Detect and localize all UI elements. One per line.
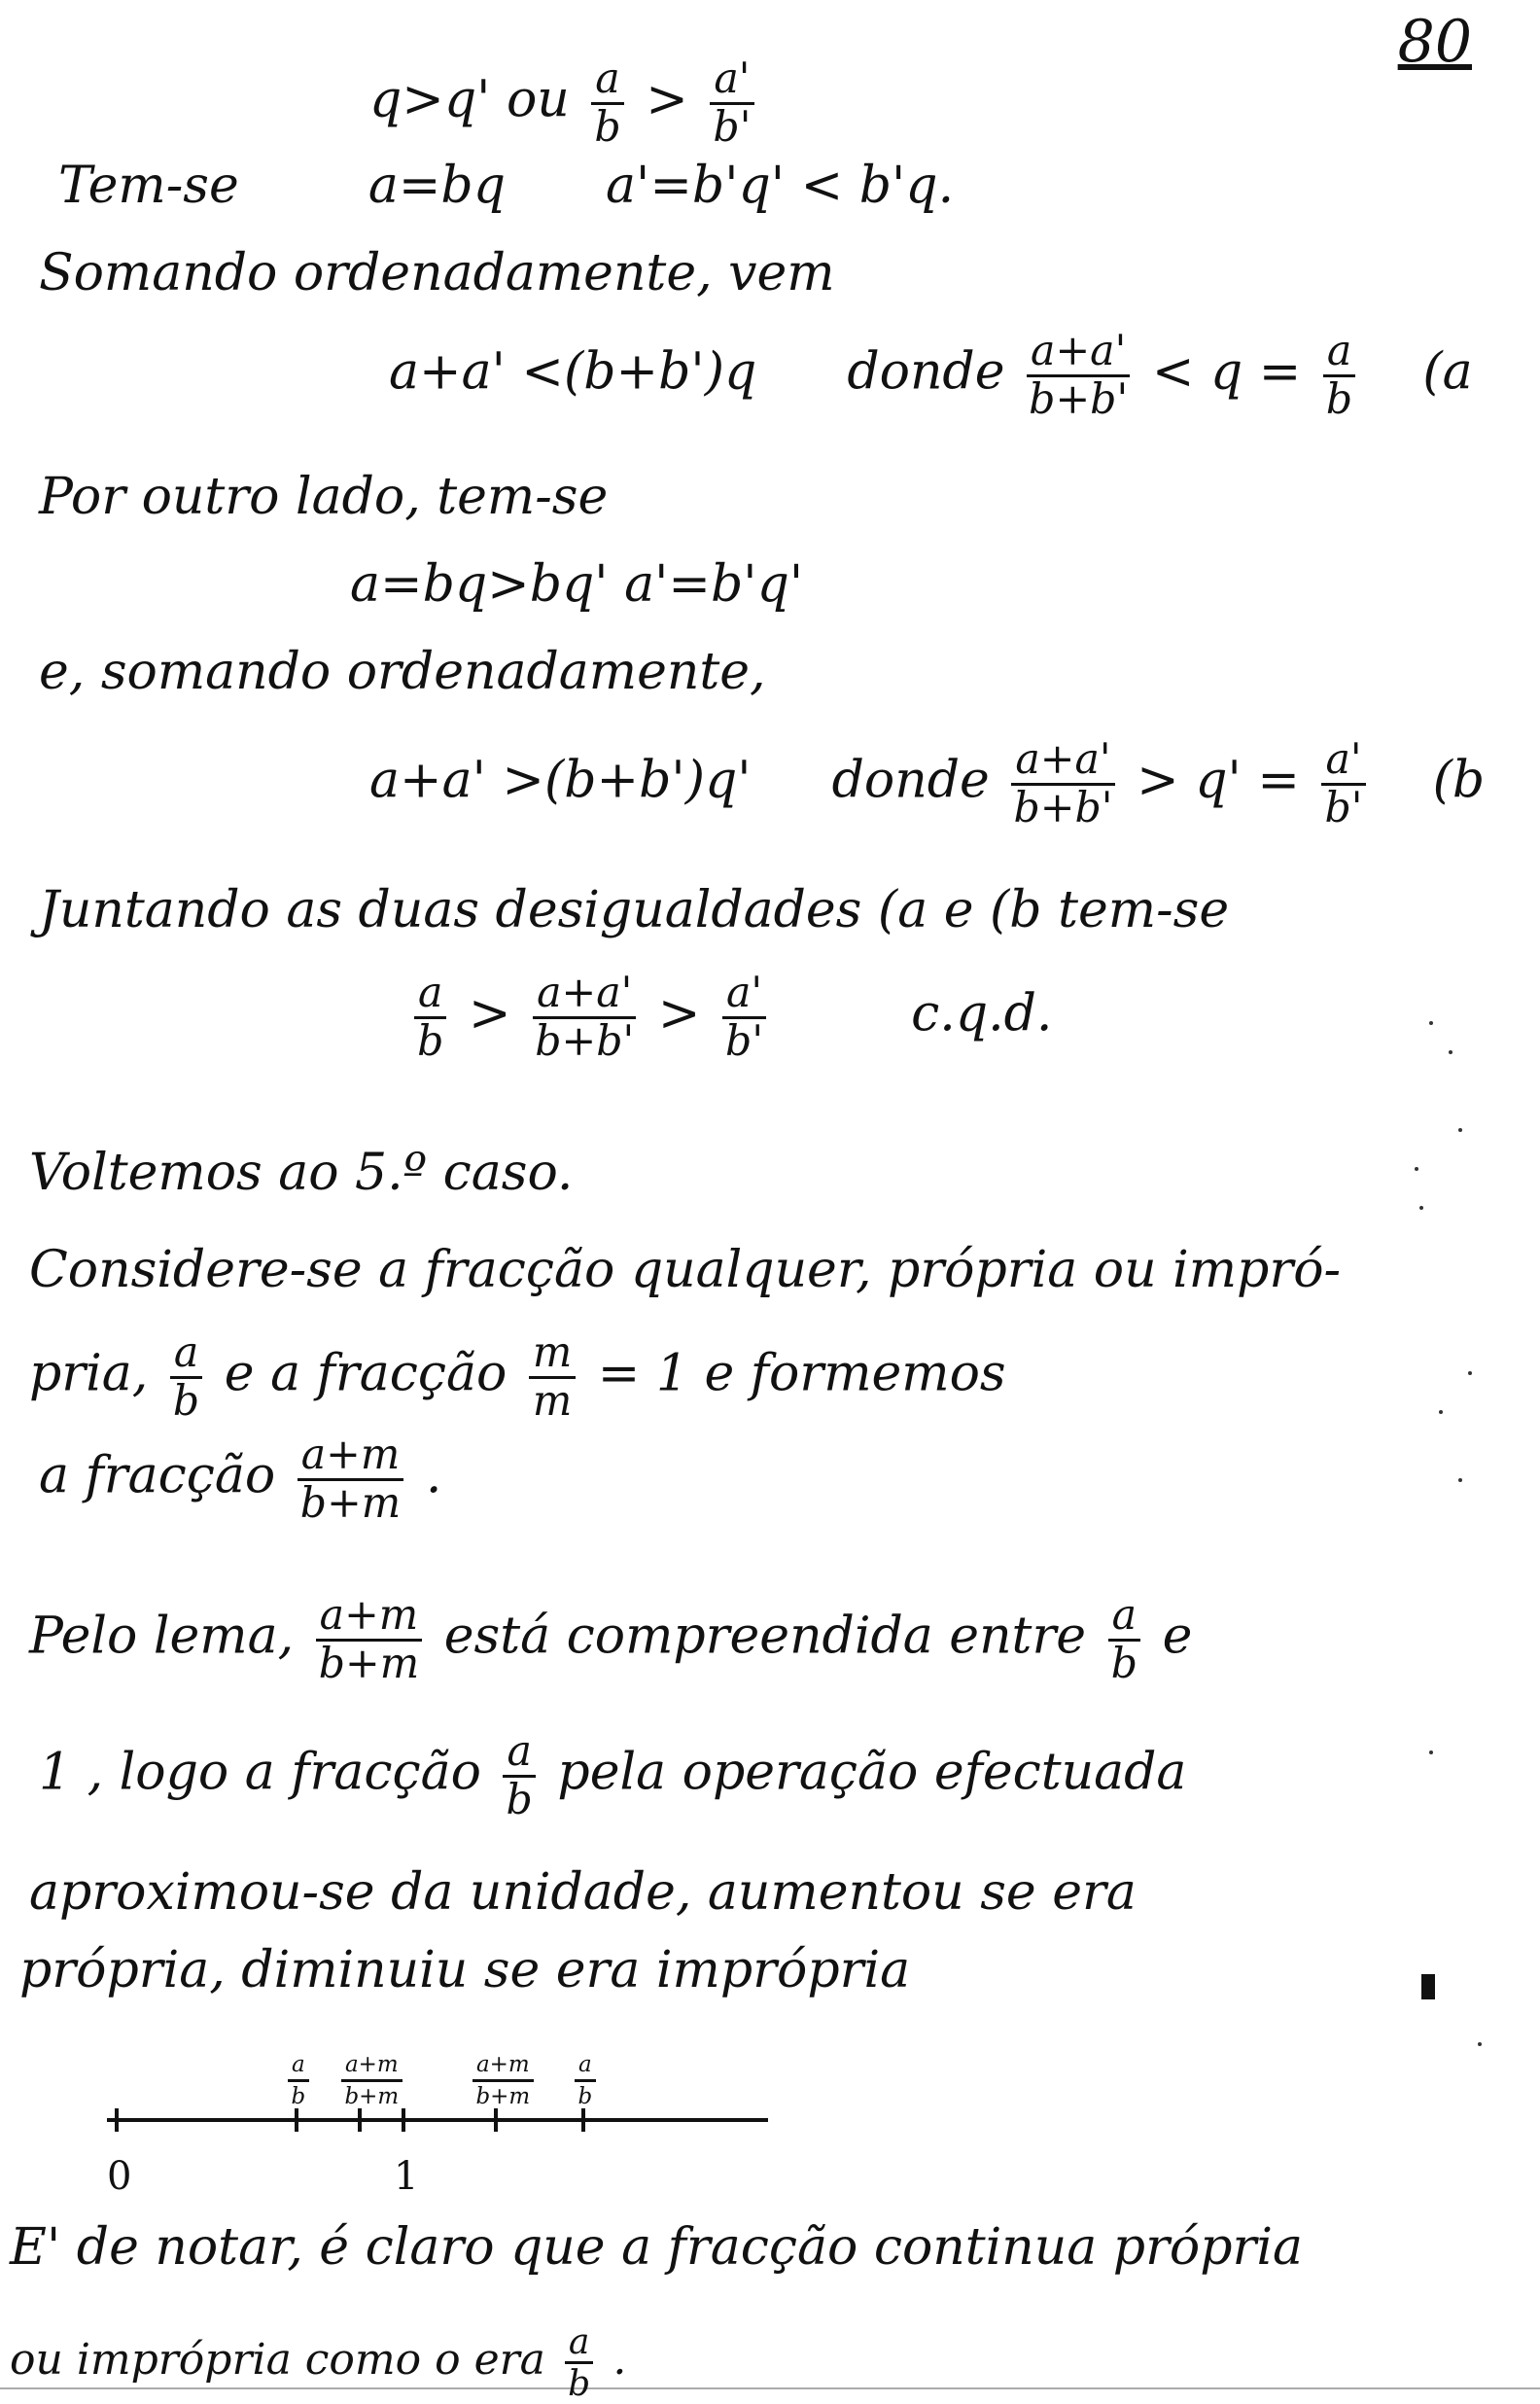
text: . xyxy=(612,2335,627,2386)
label-frac-1 xyxy=(282,2052,315,2109)
label-one: 1 xyxy=(394,2154,419,2199)
text: a+a' <(b+b')q xyxy=(389,342,757,402)
numerator: a xyxy=(591,58,623,105)
equation-tag: (b xyxy=(1432,751,1486,810)
line-5: Por outro lado, tem-se xyxy=(39,468,609,526)
numerator: a+m xyxy=(472,2052,534,2082)
qed-mark: c.q.d. xyxy=(911,984,1053,1043)
fraction xyxy=(529,1328,576,1426)
line-13 xyxy=(29,1328,1006,1426)
scan-blot xyxy=(1421,1974,1435,1999)
text: e xyxy=(1162,1607,1193,1666)
numerator: a' xyxy=(710,58,753,105)
denominator: b+m xyxy=(299,1478,402,1528)
label-frac-2 xyxy=(335,2052,408,2109)
fraction xyxy=(1321,735,1365,832)
line-1 xyxy=(369,54,760,152)
numerator: a+a' xyxy=(1011,739,1114,786)
denominator: b xyxy=(594,102,621,152)
fraction xyxy=(1323,327,1355,424)
numerator: a+m xyxy=(316,1595,423,1642)
denominator: b+b' xyxy=(1029,374,1129,424)
numerator: a xyxy=(565,2324,594,2364)
fraction xyxy=(710,54,753,152)
numerator: a xyxy=(170,1332,202,1379)
numerator: a+a' xyxy=(1027,331,1130,377)
scan-speck xyxy=(1429,1750,1433,1754)
text: > q' = xyxy=(1137,751,1300,810)
line-15 xyxy=(29,1591,1193,1688)
denominator: b xyxy=(568,2363,591,2404)
number-line-diagram xyxy=(107,2052,807,2211)
equation-tag: (a xyxy=(1422,342,1473,402)
numerator: a' xyxy=(1321,739,1365,786)
denominator: b xyxy=(506,1775,533,1824)
scan-speck xyxy=(1419,1206,1423,1210)
line-17: aproximou-se da unidade, aumentou se era xyxy=(29,1863,1137,1922)
label-zero: 0 xyxy=(107,2154,132,2199)
denominator: b xyxy=(291,2084,306,2109)
line-20 xyxy=(10,2321,627,2404)
denominator: b xyxy=(417,1016,444,1066)
denominator: b xyxy=(578,2084,593,2109)
scan-speck xyxy=(1458,1478,1462,1482)
scan-speck xyxy=(1458,1128,1462,1132)
fraction xyxy=(565,2321,594,2404)
denominator: b' xyxy=(713,102,752,152)
fraction xyxy=(170,1328,202,1426)
text: e a fracção xyxy=(224,1344,508,1403)
text: donde xyxy=(847,342,1005,402)
text: . xyxy=(425,1446,442,1505)
fraction xyxy=(414,969,446,1066)
text: está compreendida entre xyxy=(443,1607,1087,1666)
scan-speck xyxy=(1468,1371,1472,1375)
text: = 1 e formemos xyxy=(597,1344,1006,1403)
numerator: a' xyxy=(722,972,766,1019)
label-frac-3 xyxy=(467,2052,540,2109)
text: q>q' ou xyxy=(369,70,586,129)
fraction xyxy=(591,54,623,152)
denominator: b xyxy=(1325,374,1353,424)
text: ou imprópria como o era xyxy=(10,2335,545,2386)
denominator: b+b' xyxy=(535,1016,635,1066)
numerator: a xyxy=(503,1731,535,1778)
text: a'=b'q' < b'q. xyxy=(606,157,955,215)
text: > xyxy=(468,984,511,1043)
fraction xyxy=(1027,327,1130,424)
line-12: Considere-se a fracção qualquer, própria ou impró- xyxy=(29,1241,1342,1299)
number-line-svg xyxy=(107,2052,807,2208)
numerator: a xyxy=(414,972,446,1019)
numerator: a+m xyxy=(298,1434,404,1481)
text: a fracção xyxy=(39,1446,276,1505)
fraction xyxy=(316,1591,423,1688)
line-3: Somando ordenadamente, vem xyxy=(39,244,835,302)
text: 1 , logo a fracção xyxy=(39,1743,481,1802)
page-number: 80 xyxy=(1397,8,1472,76)
numerator: a xyxy=(1323,331,1355,377)
numerator: m xyxy=(529,1332,576,1379)
line-16 xyxy=(39,1727,1187,1824)
text: Tem-se xyxy=(58,157,239,215)
scan-speck xyxy=(1415,1167,1418,1171)
fraction xyxy=(1011,735,1114,832)
line-6: a=bq>bq' a'=b'q' xyxy=(350,555,804,614)
denominator: b xyxy=(172,1376,200,1426)
denominator: b+m xyxy=(344,2084,400,2109)
numerator: a+a' xyxy=(533,972,636,1019)
line-7: e, somando ordenadamente, xyxy=(39,643,766,701)
denominator: b' xyxy=(725,1016,764,1066)
text: a=bq xyxy=(368,157,506,215)
scan-speck xyxy=(1449,1050,1452,1054)
line-10 xyxy=(408,969,1053,1066)
fraction xyxy=(533,969,636,1066)
text: donde xyxy=(831,751,990,810)
text: < q = xyxy=(1151,342,1302,402)
label-frac-4 xyxy=(569,2052,602,2109)
line-11: Voltemos ao 5.º caso. xyxy=(29,1144,574,1202)
text: pela operação efectuada xyxy=(557,1743,1187,1802)
fraction xyxy=(503,1727,535,1824)
denominator: b' xyxy=(1324,783,1363,832)
numerator: a xyxy=(575,2052,596,2082)
fraction xyxy=(722,969,766,1066)
denominator: b+m xyxy=(318,1639,420,1688)
denominator: b+b' xyxy=(1013,783,1113,832)
numerator: a+m xyxy=(341,2052,402,2082)
text: a+a' >(b+b')q' xyxy=(369,751,752,810)
scan-speck xyxy=(1478,2042,1482,2046)
line-2 xyxy=(58,157,955,215)
line-9: Juntando as duas desigualdades (a e (b tem-se xyxy=(39,881,1230,939)
line-19: E' de notar, é claro que a fracção continua própria xyxy=(10,2218,1304,2277)
text: > xyxy=(657,984,701,1043)
denominator: m xyxy=(532,1376,573,1426)
numerator: a xyxy=(1108,1595,1140,1642)
line-8 xyxy=(369,735,1486,832)
scan-speck xyxy=(1429,1021,1433,1025)
line-14 xyxy=(39,1431,442,1528)
denominator: b xyxy=(1110,1639,1138,1688)
line-18: própria, diminuiu se era imprópria xyxy=(19,1941,911,1999)
scan-speck xyxy=(1439,1410,1443,1414)
numerator: a xyxy=(288,2052,309,2082)
fraction xyxy=(1108,1591,1140,1688)
denominator: b+m xyxy=(475,2084,531,2109)
fraction xyxy=(298,1431,404,1528)
scan-edge xyxy=(0,2387,1540,2389)
text: Pelo lema, xyxy=(29,1607,295,1666)
line-4 xyxy=(389,327,1473,424)
text: > xyxy=(646,70,688,129)
text: pria, xyxy=(29,1344,149,1403)
